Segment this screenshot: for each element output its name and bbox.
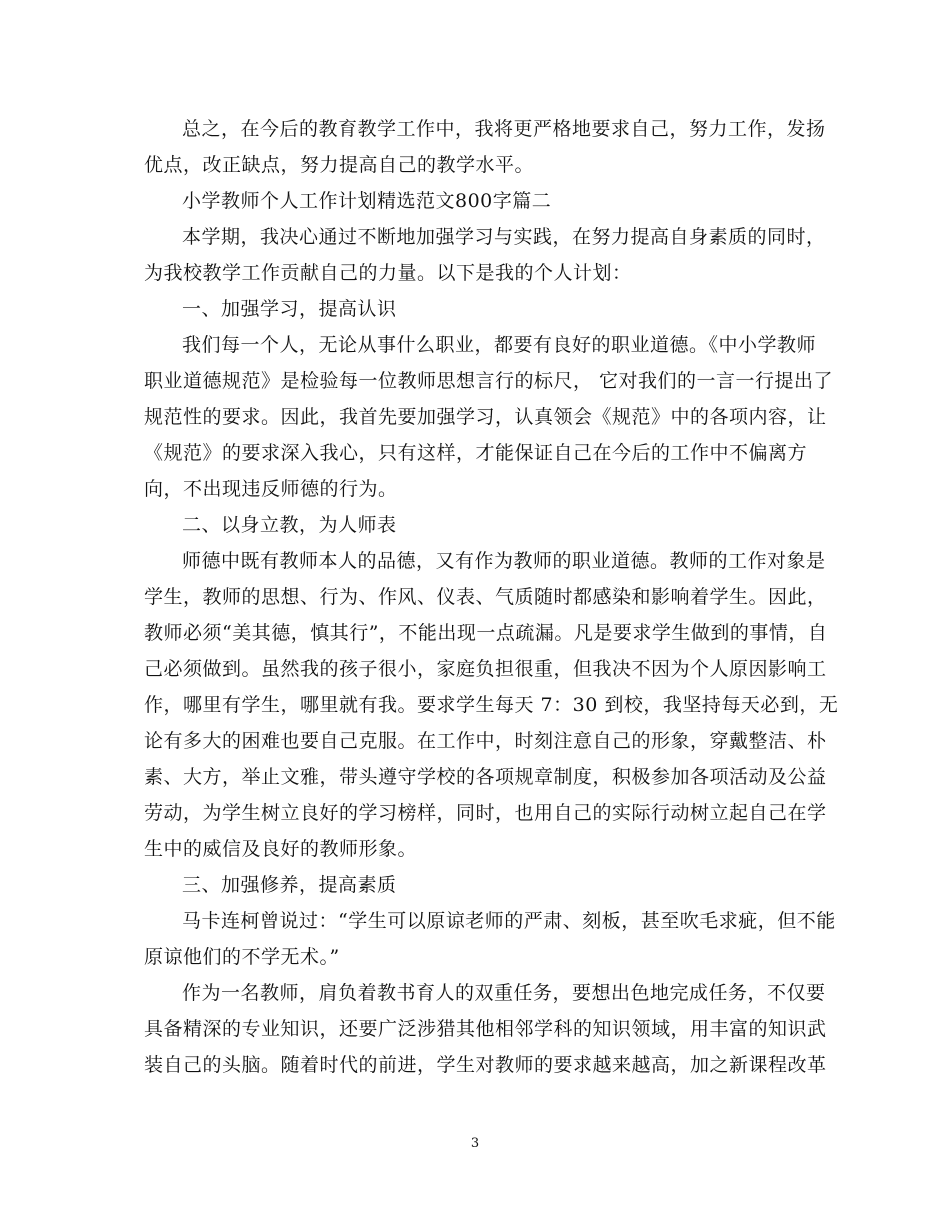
section-heading: 二、以身立教，为人师表 <box>182 514 397 536</box>
section-title: 小学教师个人工作计划精选范文800字篇二 <box>182 190 552 212</box>
text-line: 职业道德规范》是检验每一位教师思想言行的标尺， 它对我们的一言一行提出了 <box>144 370 834 392</box>
text-line: 师德中既有教师本人的品德，又有作为教师的职业道德。教师的工作对象是 <box>182 550 826 572</box>
document-body <box>144 111 839 1083</box>
text-line: 向，不出现违反师德的行为。 <box>144 478 398 500</box>
text-line: 教师必须“美其德，慎其行”，不能出现一点疏漏。凡是要求学生做到的事情，自 <box>144 622 828 644</box>
text-line: 总之，在今后的教育教学工作中，我将更严格地要求自己，努力工作，发扬 <box>182 118 826 140</box>
text-line: 己必须做到。虽然我的孩子很小，家庭负担很重，但我决不因为个人原因影响工 <box>144 658 827 680</box>
text-line: 劳动，为学生树立良好的学习榜样，同时，也用自己的实际行动树立起自己在学 <box>144 802 827 824</box>
text-line: 我们每一个人，无论从事什么职业，都要有良好的职业道德。《中小学教师 <box>182 334 817 356</box>
text-line: 作，哪里有学生，哪里就有我。要求学生每天 7：30 到校，我坚持每天必到，无 <box>144 694 839 716</box>
section-heading: 三、加强修养，提高素质 <box>182 874 397 896</box>
text-line: 规范性的要求。因此，我首先要加强学习，认真领会《规范》中的各项内容，让 <box>144 406 827 428</box>
text-line: 学生，教师的思想、行为、作风、仪表、气质随时都感染和影响着学生。因此， <box>144 586 827 608</box>
section-heading: 一、加强学习，提高认识 <box>182 298 397 320</box>
text-line: 原谅他们的不学无术。” <box>144 946 340 968</box>
text-line: 本学期，我决心通过不断地加强学习与实践，在努力提高自身素质的同时， <box>182 226 826 248</box>
text-line: 《规范》的要求深入我心，只有这样，才能保证自己在今后的工作中不偏离方 <box>144 442 808 464</box>
text-line: 作为一名教师，肩负着教书育人的双重任务，要想出色地完成任务，不仅要 <box>182 982 826 1004</box>
text-line: 优点，改正缺点，努力提高自己的教学水平。 <box>144 154 535 176</box>
text-line: 具备精深的专业知识，还要广泛涉猎其他相邻学科的知识领域，用丰富的知识武 <box>144 1018 827 1040</box>
page-number: 3 <box>470 1136 480 1151</box>
text-line: 素、大方，举止文雅，带头遵守学校的各项规章制度，积极参加各项活动及公益 <box>144 766 827 788</box>
text-line: 生中的威信及良好的教师形象。 <box>144 838 418 860</box>
text-line: 马卡连柯曾说过：“学生可以原谅老师的严肃、刻板，甚至吹毛求疵，但不能 <box>182 910 836 932</box>
text-line: 论有多大的困难也要自己克服。在工作中，时刻注意自己的形象，穿戴整洁、朴 <box>144 730 827 752</box>
text-line: 为我校教学工作贡献自己的力量。以下是我的个人计划： <box>144 262 632 284</box>
text-line: 装自己的头脑。随着时代的前进，学生对教师的要求越来越高，加之新课程改革 <box>144 1054 827 1076</box>
